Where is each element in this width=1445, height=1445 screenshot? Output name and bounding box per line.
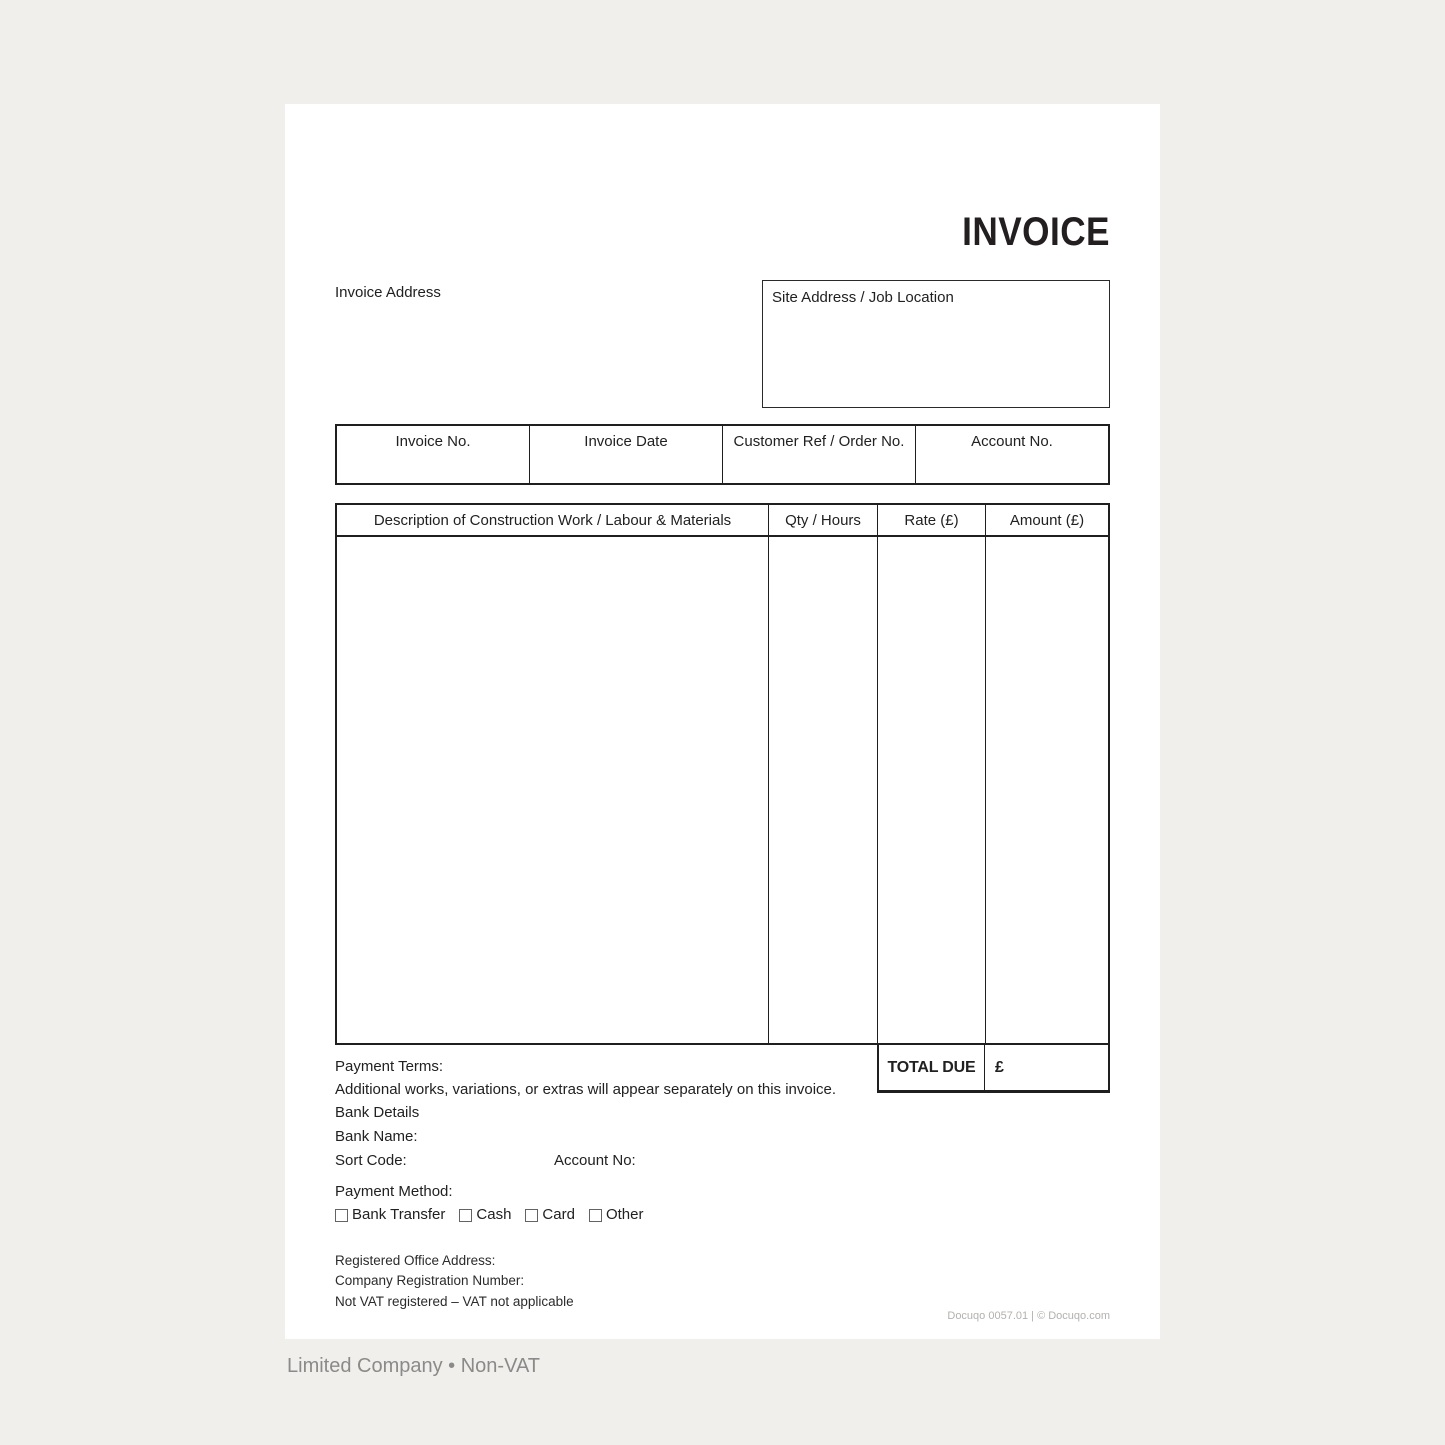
- currency-symbol: £: [995, 1058, 1004, 1076]
- total-due-row: [877, 1045, 1110, 1093]
- customer-ref-cell[interactable]: [722, 426, 915, 483]
- payment-option-other: [589, 1207, 644, 1223]
- rate-entry-area[interactable]: [877, 537, 985, 1043]
- description-entry-area[interactable]: [337, 537, 768, 1043]
- line-items-table: [335, 503, 1110, 1045]
- invoice-address-label: Invoice Address: [335, 284, 441, 301]
- line-items-body: [337, 537, 1108, 1043]
- qty-hours-entry-area[interactable]: [768, 537, 877, 1043]
- description-column-header: Description of Construction Work / Labour & Materials: [373, 511, 732, 529]
- payment-terms-label: Payment Terms:: [335, 1058, 444, 1075]
- payment-method-options: [335, 1207, 643, 1223]
- document-reference-footer: Docuqo 0057.01 | © Docuqo.com: [947, 1310, 1110, 1322]
- amount-column-header: Amount (£): [985, 505, 1108, 535]
- payment-option-bank-transfer: [335, 1207, 445, 1223]
- invoice-document-page: [285, 104, 1160, 1339]
- template-caption: Limited Company • Non-VAT: [287, 1355, 541, 1377]
- card-checkbox[interactable]: [525, 1209, 538, 1222]
- other-label: Other: [605, 1206, 644, 1223]
- card-label: Card: [542, 1206, 575, 1223]
- vat-note: Not VAT registered – VAT not applicable: [335, 1294, 574, 1309]
- company-registration-label: Company Registration Number:: [335, 1273, 525, 1288]
- rate-column-header: Rate (£): [877, 505, 985, 535]
- line-items-header-row: [337, 505, 1108, 537]
- bank-name-label: Bank Name:: [335, 1128, 418, 1145]
- account-no-header: Account No.: [971, 433, 1053, 450]
- site-address-label: Site Address / Job Location: [772, 289, 954, 306]
- registered-office-label: Registered Office Address:: [335, 1253, 496, 1268]
- qty-hours-column-header: Qty / Hours: [768, 505, 877, 535]
- invoice-no-header: Invoice No.: [395, 433, 471, 450]
- customer-ref-header: Customer Ref / Order No.: [733, 433, 905, 450]
- total-due-amount-cell[interactable]: [985, 1045, 1108, 1090]
- cash-label: Cash: [476, 1206, 512, 1223]
- invoice-title: INVOICE: [962, 210, 1110, 254]
- sort-code-row: [335, 1152, 636, 1170]
- total-due-label: TOTAL DUE: [879, 1045, 985, 1090]
- bank-transfer-checkbox[interactable]: [335, 1209, 348, 1222]
- other-checkbox[interactable]: [589, 1209, 602, 1222]
- cash-checkbox[interactable]: [459, 1209, 472, 1222]
- sort-code-label: Sort Code:: [335, 1152, 407, 1169]
- payment-option-card: [525, 1207, 575, 1223]
- account-no-label: Account No:: [554, 1152, 636, 1169]
- bank-details-label: Bank Details: [335, 1104, 420, 1121]
- site-address-box[interactable]: [762, 280, 1110, 408]
- payment-option-cash: [459, 1207, 511, 1223]
- terms-note: Additional works, variations, or extras will appear separately on this invoice.: [335, 1081, 837, 1098]
- payment-method-label: Payment Method:: [335, 1183, 453, 1200]
- invoice-date-header: Invoice Date: [584, 433, 668, 450]
- invoice-no-cell[interactable]: [337, 426, 529, 483]
- invoice-info-table: [335, 424, 1110, 485]
- invoice-date-cell[interactable]: [529, 426, 722, 483]
- amount-entry-area[interactable]: [985, 537, 1108, 1043]
- account-no-cell[interactable]: [915, 426, 1108, 483]
- bank-transfer-label: Bank Transfer: [352, 1206, 446, 1223]
